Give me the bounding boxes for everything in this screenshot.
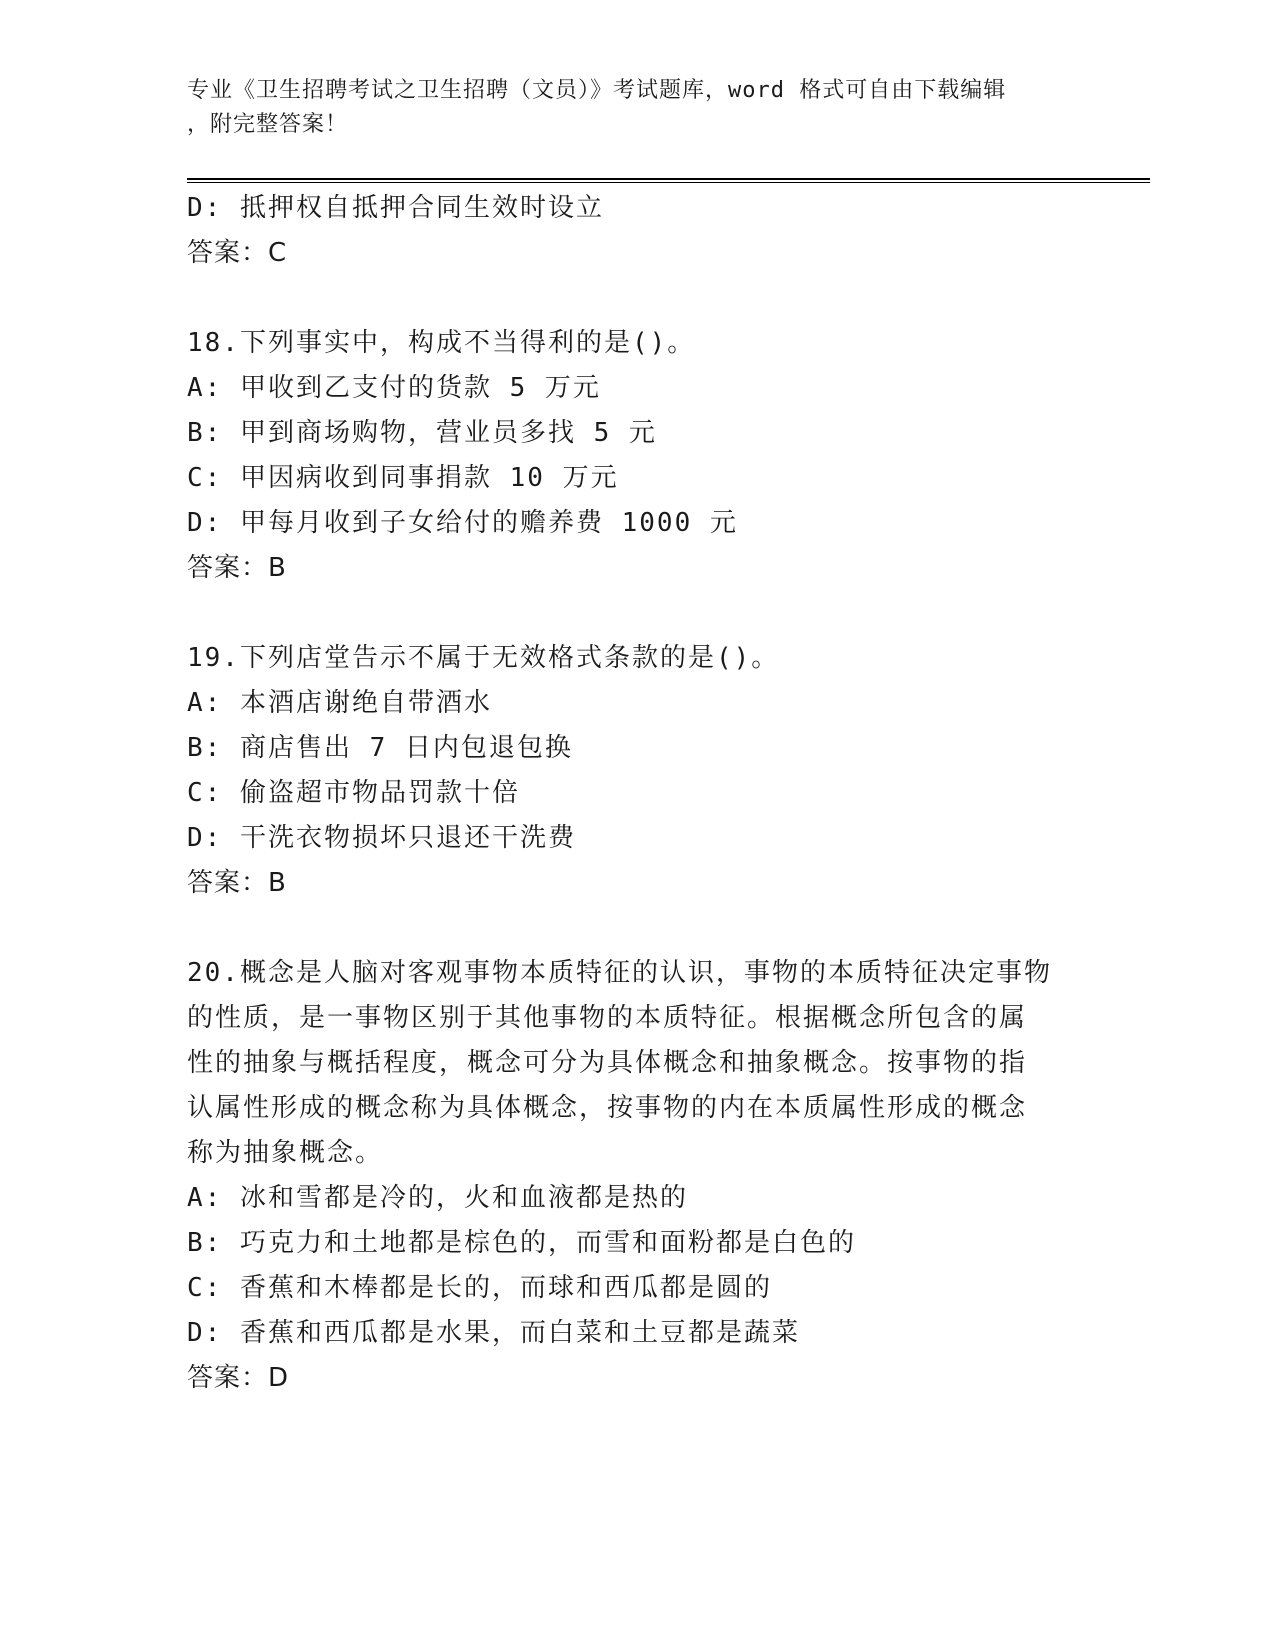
- header-line-2: ，附完整答案！: [187, 112, 349, 137]
- question-text: [187, 951, 1067, 1176]
- option-b: B: 商店售出 7 日内包退包换: [187, 733, 573, 763]
- answer: 答案：B: [187, 553, 287, 583]
- question-line: 称为抽象概念。: [187, 1138, 384, 1168]
- question-line: 认属性形成的概念称为具体概念，按事物的内在本质属性形成的概念: [187, 1093, 1028, 1123]
- question-18: [187, 321, 1087, 591]
- header-rule-thick: [187, 178, 1150, 180]
- option-a: A: 冰和雪都是冷的，火和血液都是热的: [187, 1183, 688, 1213]
- option-b: B: 甲到商场购物，营业员多找 5 元: [187, 418, 657, 448]
- option-d: D: 干洗衣物损坏只退还干洗费: [187, 823, 576, 853]
- header-rule-thin: [187, 182, 1150, 183]
- option-c: C: 香蕉和木棒都是长的，而球和西瓜都是圆的: [187, 1273, 772, 1303]
- question-line: 的性质，是一事物区别于其他事物的本质特征。根据概念所包含的属: [187, 1003, 1028, 1033]
- option-a: A: 甲收到乙支付的货款 5 万元: [187, 373, 601, 403]
- question-19: [187, 636, 1087, 906]
- answer: 答案：B: [187, 868, 287, 898]
- option-d: D: 甲每月收到子女给付的赡养费 1000 元: [187, 508, 738, 538]
- option-c: C: 偷盗超市物品罚款十倍: [187, 778, 520, 808]
- answer: 答案：D: [187, 1363, 290, 1393]
- option-b: B: 巧克力和土地都是棕色的，而雪和面粉都是白色的: [187, 1228, 856, 1258]
- option-a: A: 本酒店谢绝自带酒水: [187, 688, 492, 718]
- option-d: D: 香蕉和西瓜都是水果，而白菜和土豆都是蔬菜: [187, 1318, 800, 1348]
- answer: 答案：C: [187, 238, 288, 268]
- question-17-tail: [187, 186, 1087, 276]
- question-line: 性的抽象与概括程度，概念可分为具体概念和抽象概念。按事物的指: [187, 1048, 1028, 1078]
- question-line: 20.概念是人脑对客观事物本质特征的认识，事物的本质特征决定事物: [187, 958, 1052, 988]
- question-20: [187, 951, 1087, 1401]
- document-header: [187, 74, 1087, 142]
- option-c: C: 甲因病收到同事捐款 10 万元: [187, 463, 619, 493]
- question-text: 18.下列事实中，构成不当得利的是()。: [187, 328, 696, 358]
- question-text: 19.下列店堂告示不属于无效格式条款的是()。: [187, 643, 780, 673]
- header-line-1: 专业《卫生招聘考试之卫生招聘（文员）》考试题库，word 格式可自由下载编辑: [187, 78, 1007, 103]
- option-d: D: 抵押权自抵押合同生效时设立: [187, 193, 604, 223]
- document-content: [187, 186, 1087, 1401]
